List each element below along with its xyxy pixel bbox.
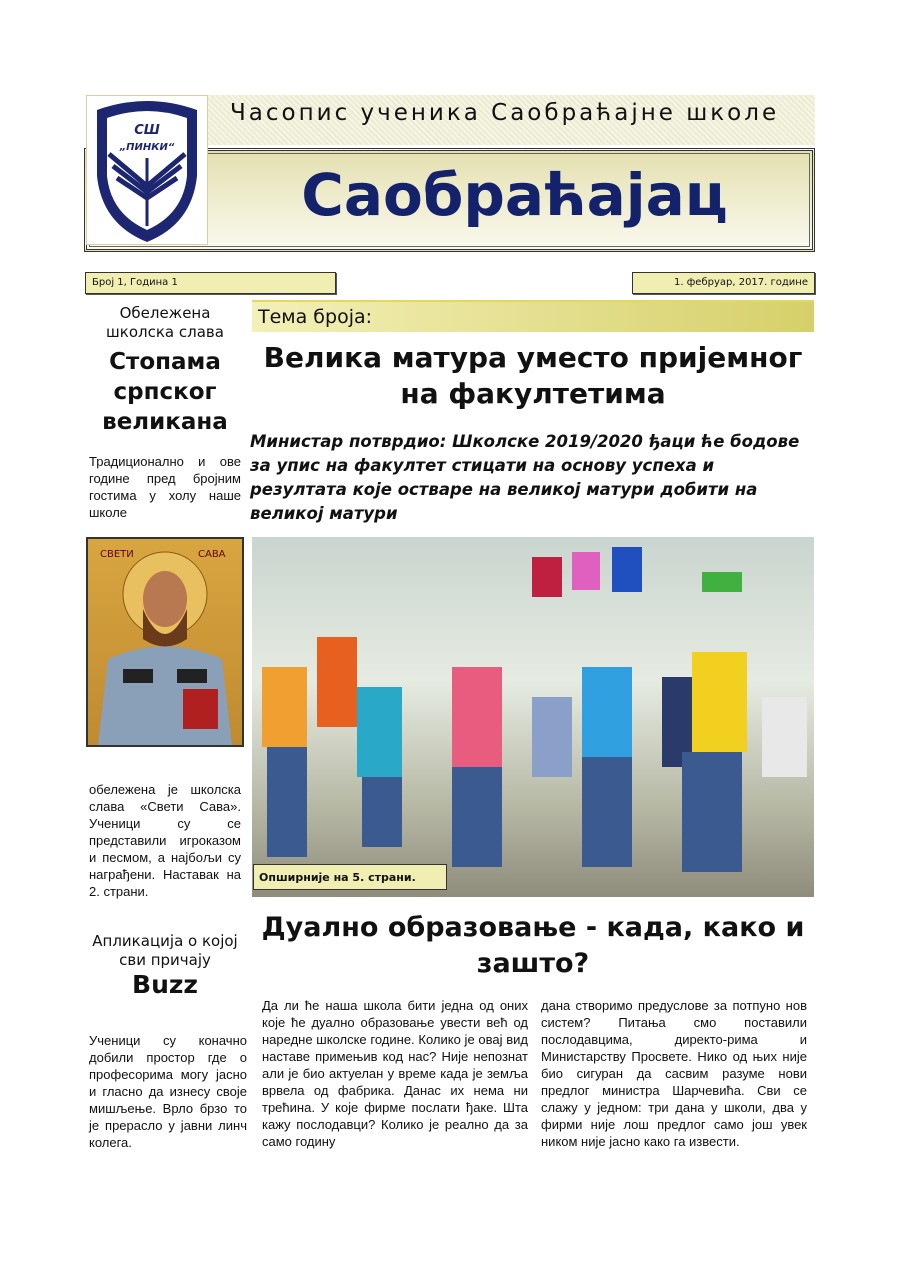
- magazine-subtitle: Часопис ученика Саобраћајне школе: [208, 95, 815, 145]
- school-logo: [86, 95, 208, 245]
- svg-text:СВЕТИ: СВЕТИ: [100, 549, 134, 560]
- main-headline: Велика матура уместо пријемног на факултетима: [263, 341, 803, 410]
- photo-caption: Опширније на 5. страни.: [253, 864, 447, 890]
- svg-text:САВА: САВА: [198, 549, 226, 560]
- students-jumping-photo: [252, 537, 814, 897]
- story1-headline: Стопама српског великана: [102, 349, 228, 435]
- story1-intro: Традиционално и ове године пред бројним гостима у холу наше школе: [89, 454, 241, 520]
- article2-headline: Дуално образовање - када, како и зашто?: [261, 912, 805, 979]
- issue-date: 1. фебруар, 2017. године: [632, 272, 815, 294]
- issue-number: Број 1, Година 1: [85, 272, 336, 294]
- svg-text:СШ: СШ: [134, 123, 160, 138]
- article2-column-1: Да ли ће наша школа бити једна од оних које ће дуално образовање увести већ од наредне школске године. Колико је овај вид наставе примењив код нас? Није непознат али је био актуелан у време када је земља врвела од фабрика. Данас их нема ни трећина. У које фирме послати ђаке. Шта кажу послодавци? Колико је реално да за само годину: [262, 998, 528, 1149]
- main-subheadline: Министар потврдио: Школске 2019/2020 ђаци ће бодове за упис на факултет стицати на основу успеха и резултата које остваре на великој матури добити на великој матури: [250, 432, 800, 523]
- article2-column-2: дана створимо предуслове за потпуно нов систем? Питања смо поставили послодавцима, директо-рима и Министарству Просвете. Нико од њих није био сигуран да сасвим разуме нови предлог министра Шарчевића. Сви се слажу у једном: три дана у школи, два у фирми није лош предлог само још увек ником није јасно како га извести.: [541, 998, 807, 1149]
- story2-headline: Buzz: [132, 970, 198, 999]
- story2-body: Ученици су коначно добили простор где о професорима могу јасно и гласно да изнесу своје мишљење. Врло брзо то је прерасло у јавни линч колега.: [89, 1033, 247, 1150]
- svg-text:„ПИНКИ“: „ПИНКИ“: [119, 142, 175, 153]
- story1-body: обележена је школска слава «Свети Сава». Ученици су се представили игроказом и песмом, а најбољи су награђени. Наставак на 2. страни.: [89, 782, 241, 899]
- saint-sava-icon-image: [86, 537, 244, 747]
- story1-kicker: Обележена школска слава: [106, 304, 224, 341]
- theme-label: Тема броја:: [252, 300, 814, 332]
- magazine-title: Саобраћајац: [301, 161, 728, 229]
- story2-kicker: Апликација о којој сви причају: [92, 932, 238, 969]
